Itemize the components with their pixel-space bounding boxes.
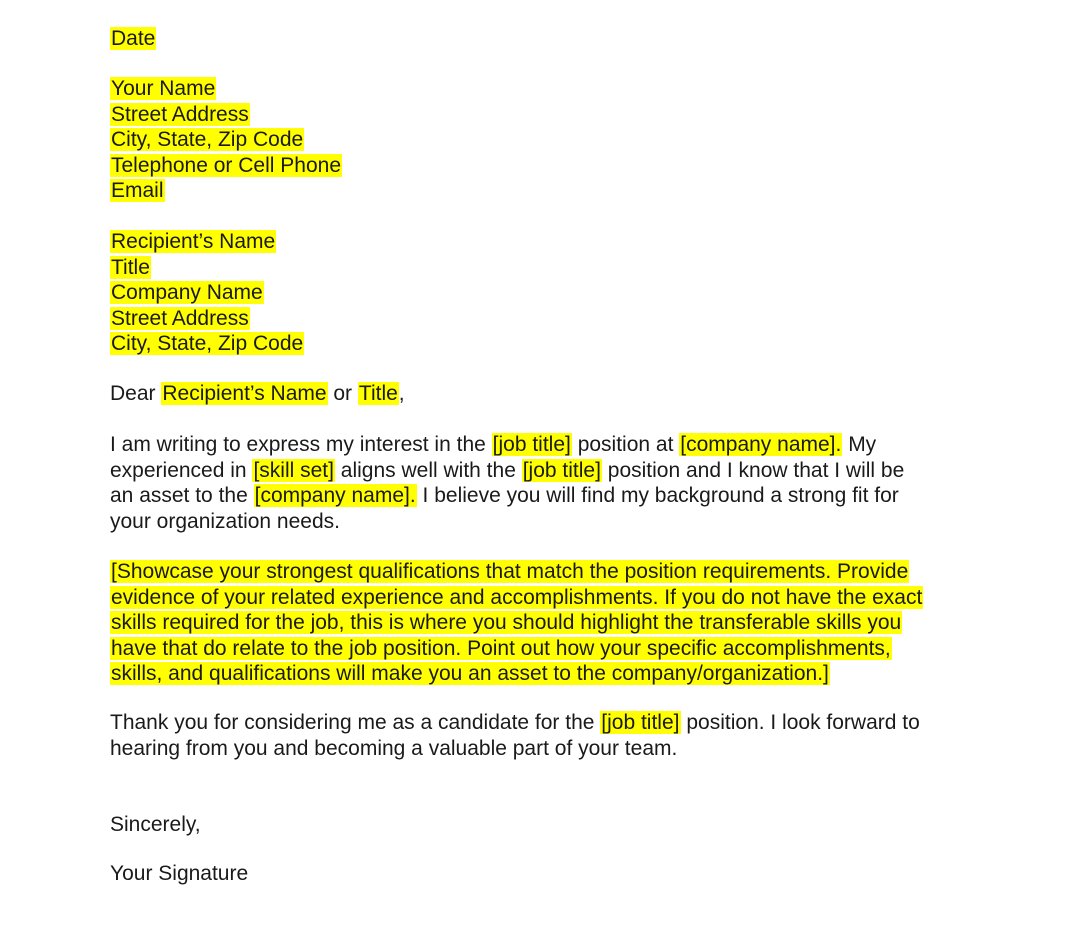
closing: Sincerely, bbox=[110, 813, 201, 836]
skill-set-placeholder: [skill set] bbox=[253, 458, 334, 482]
salutation-recipient-name: Recipient’s Name bbox=[162, 382, 327, 405]
recipient-city: City, State, Zip Code bbox=[111, 332, 304, 355]
company-name-placeholder: [company name]. bbox=[680, 433, 842, 456]
job-title-placeholder: [job title] bbox=[522, 458, 601, 482]
qualifications-line: have that do relate to the job position. Point out how your specific accomplishments, bbox=[111, 636, 891, 660]
para1-text: I am writing to express my interest in the bbox=[110, 433, 492, 456]
para3-text: hearing from you and becoming a valuable part of your team. bbox=[110, 736, 678, 760]
job-title-placeholder: [job title] bbox=[601, 711, 680, 734]
thank-you-paragraph bbox=[110, 710, 990, 761]
para3-text: Thank you for considering me as a candidate for the bbox=[110, 711, 601, 734]
para1-text: your organization needs. bbox=[110, 509, 340, 533]
para1-text: experienced in bbox=[110, 458, 253, 482]
para1-text: an asset to the bbox=[110, 484, 254, 507]
sender-name: Your Name bbox=[111, 77, 216, 100]
recipient-name: Recipient’s Name bbox=[111, 230, 276, 253]
para1-text: position at bbox=[571, 433, 680, 456]
qualifications-line: skills required for the job, this is where you should highlight the transferable skills you bbox=[111, 611, 902, 634]
para1-text: I believe you will find my background a strong fit for bbox=[416, 484, 899, 507]
job-title-placeholder: [job title] bbox=[492, 433, 571, 456]
date-line bbox=[110, 26, 156, 52]
salutation-dear: Dear bbox=[110, 382, 162, 405]
date-placeholder: Date bbox=[111, 27, 156, 50]
signature: Your Signature bbox=[110, 862, 249, 885]
company-name-placeholder: [company name]. bbox=[254, 484, 416, 507]
salutation-title: Title bbox=[358, 382, 398, 405]
salutation-comma: , bbox=[398, 382, 405, 405]
recipient-street: Street Address bbox=[111, 306, 249, 330]
para3-text: position. I look forward to bbox=[680, 711, 920, 734]
recipient-title: Title bbox=[111, 255, 150, 279]
qualifications-line: evidence of your related experience and accomplishments. If you do not have the exact bbox=[111, 585, 923, 609]
para1-text: aligns well with the bbox=[334, 458, 522, 482]
sender-city: City, State, Zip Code bbox=[111, 128, 304, 151]
sender-address-block bbox=[110, 76, 342, 204]
sender-street: Street Address bbox=[111, 102, 249, 126]
recipient-address-block bbox=[110, 229, 304, 357]
intro-paragraph bbox=[110, 432, 990, 534]
qualifications-line: [Showcase your strongest qualifications that match the position requirements. Provide bbox=[111, 560, 909, 583]
sender-phone: Telephone or Cell Phone bbox=[111, 153, 341, 177]
para1-text: position and I know that I will be bbox=[601, 458, 905, 482]
sender-email: Email bbox=[111, 179, 164, 202]
salutation-or: or bbox=[327, 382, 358, 405]
qualifications-paragraph bbox=[110, 559, 990, 687]
qualifications-line: skills, and qualifications will make you an asset to the company/organization.] bbox=[111, 662, 829, 685]
recipient-company: Company Name bbox=[111, 281, 263, 304]
salutation bbox=[110, 381, 405, 407]
para1-text: My bbox=[842, 433, 877, 456]
